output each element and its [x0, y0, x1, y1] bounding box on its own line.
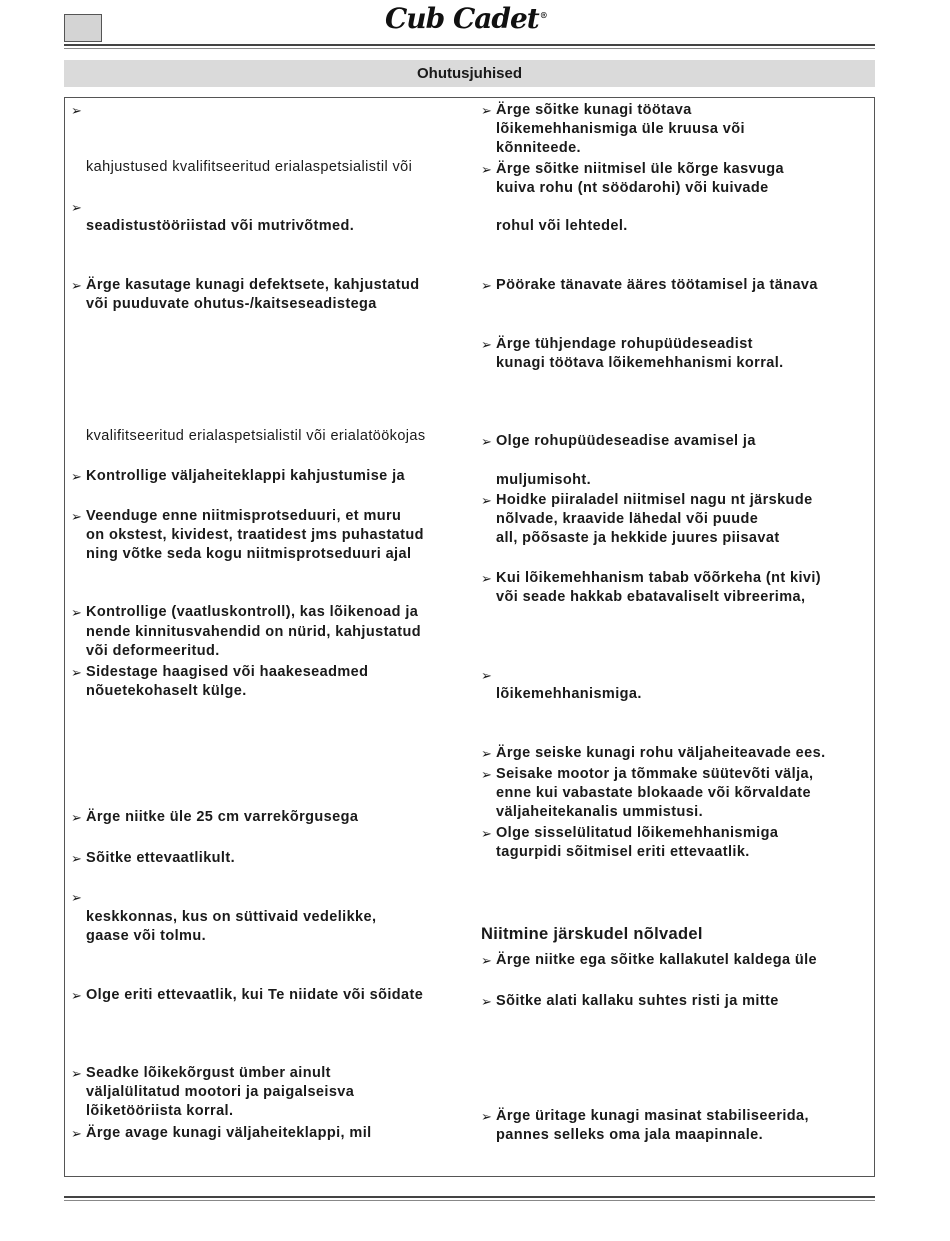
- text-line: Ärge niitke üle 25 cm varrekõrgusega: [86, 809, 359, 825]
- text-line: Seisake mootor ja tõmmake süütevõti välja,: [496, 766, 814, 782]
- header-rule-thin: [64, 48, 875, 49]
- text-line: Ärge tühjendage rohupüüdeseadist: [496, 336, 753, 352]
- bullet-icon: ➢: [71, 1066, 82, 1081]
- text-line: või deformeeritud.: [86, 643, 220, 659]
- text-line: gaase või tolmu.: [86, 928, 207, 944]
- section-title: Ohutusjuhised: [64, 60, 875, 87]
- text-line: pannes selleks oma jala maapinnale.: [496, 1127, 764, 1143]
- footer-rule: [64, 1196, 875, 1198]
- text-line: nende kinnitusvahendid on nürid, kahjustatud: [86, 624, 422, 640]
- text-line: väljaheitekanalis ummistusi.: [496, 804, 704, 820]
- text-line: Kontrollige väljaheiteklappi kahjustumise ja: [86, 468, 405, 484]
- text-line: nõlvade, kraavide lähedal või puude: [496, 511, 759, 527]
- text-line: Seadke lõikekõrgust ümber ainult: [86, 1065, 331, 1081]
- bullet-icon: ➢: [481, 826, 492, 841]
- text-line: rohul või lehtedel.: [496, 218, 628, 234]
- text-line: Ärge sõitke kunagi töötava: [496, 102, 692, 118]
- text-line: on okstest, kividest, traatidest jms puhastatud: [86, 527, 424, 543]
- bullet-icon: ➢: [481, 434, 492, 449]
- bullet-icon: ➢: [71, 469, 82, 484]
- text-line: või puuduvate ohutus-/kaitseseadistega: [86, 296, 377, 312]
- bullet-icon: ➢: [71, 665, 82, 680]
- header-rule: [64, 44, 875, 46]
- text-line: või seade hakkab ebatavaliselt vibreerima,: [496, 589, 806, 605]
- text-line: Kontrollige (vaatluskontroll), kas lõikenoad ja: [86, 604, 419, 620]
- bullet-icon: ➢: [481, 103, 492, 118]
- bullet-icon: ➢: [71, 103, 82, 118]
- corner-tab: [64, 14, 102, 42]
- bullet-icon: ➢: [71, 509, 82, 524]
- text-line: Ärge seiske kunagi rohu väljaheiteavade ees.: [496, 745, 826, 761]
- text-line: nõuetekohaselt külge.: [86, 683, 247, 699]
- text-line: Hoidke piiraladel niitmisel nagu nt järskude: [496, 492, 813, 508]
- text-line: kuiva rohu (nt söödarohi) või kuivade: [496, 180, 769, 196]
- bullet-icon: ➢: [71, 810, 82, 825]
- bullet-icon: ➢: [481, 953, 492, 968]
- text-line: enne kui vabastate blokaade või kõrvaldate: [496, 785, 811, 801]
- text-line: kunagi töötava lõikemehhanismi korral.: [496, 355, 784, 371]
- text-line: lõikemehhanismiga üle kruusa või: [496, 121, 745, 137]
- text-line: kõnniteede.: [496, 140, 581, 156]
- bullet-icon: ➢: [71, 200, 82, 215]
- text-line: Ärge sõitke niitmisel üle kõrge kasvuga: [496, 161, 784, 177]
- text-line: tagurpidi sõitmisel eriti ettevaatlik.: [496, 844, 750, 860]
- bullet-icon: ➢: [71, 605, 82, 620]
- text-line: Sõitke ettevaatlikult.: [86, 850, 236, 866]
- text-line: muljumisoht.: [496, 472, 592, 488]
- bullet-icon: ➢: [481, 571, 492, 586]
- bullet-icon: ➢: [71, 851, 82, 866]
- text-line: kahjustused kvalifitseeritud erialaspetsialistil või: [86, 159, 413, 175]
- text-line: lõiketööriista korral.: [86, 1103, 234, 1119]
- text-line: lõikemehhanismiga.: [496, 686, 642, 702]
- text-line: kvalifitseeritud erialaspetsialistil või erialatöökojas: [86, 428, 426, 444]
- bullet-icon: ➢: [71, 1126, 82, 1141]
- text-line: seadistustööriistad või mutrivõtmed.: [86, 218, 355, 234]
- text-line: Ärge üritage kunagi masinat stabiliseerida,: [496, 1108, 809, 1124]
- text-line: Pöörake tänavate ääres töötamisel ja tänava: [496, 277, 818, 293]
- text-line: ning võtke seda kogu niitmisprotseduuri ajal: [86, 546, 412, 562]
- bullet-icon: ➢: [481, 767, 492, 782]
- text-line: väljalülitatud mootori ja paigalseisva: [86, 1084, 355, 1100]
- subheading: Niitmine järskudel nõlvadel: [481, 925, 703, 943]
- footer-rule-thin: [64, 1200, 875, 1201]
- text-line: Ärge kasutage kunagi defektsete, kahjustatud: [86, 277, 420, 293]
- text-line: Olge eriti ettevaatlik, kui Te niidate või sõidate: [86, 987, 424, 1003]
- bullet-icon: ➢: [71, 890, 82, 905]
- text-line: keskkonnas, kus on süttivaid vedelikke,: [86, 909, 377, 925]
- bullet-icon: ➢: [481, 1109, 492, 1124]
- text-line: Olge sisselülitatud lõikemehhanismiga: [496, 825, 779, 841]
- text-line: Veenduge enne niitmisprotseduuri, et muru: [86, 508, 402, 524]
- bullet-icon: ➢: [481, 278, 492, 293]
- text-line: Sidestage haagised või haakeseadmed: [86, 664, 369, 680]
- text-line: Ärge niitke ega sõitke kallakutel kaldega üle: [496, 952, 818, 968]
- bullet-icon: ➢: [481, 337, 492, 352]
- brand-logo: Cub Cadet®: [385, 2, 547, 35]
- bullet-icon: ➢: [481, 493, 492, 508]
- bullet-icon: ➢: [481, 668, 492, 683]
- text-line: Olge rohupüüdeseadise avamisel ja: [496, 433, 756, 449]
- bullet-icon: ➢: [481, 994, 492, 1009]
- bullet-icon: ➢: [481, 746, 492, 761]
- bullet-icon: ➢: [71, 278, 82, 293]
- text-line: Ärge avage kunagi väljaheiteklappi, mil: [86, 1125, 372, 1141]
- text-line: Kui lõikemehhanism tabab võõrkeha (nt kivi): [496, 570, 821, 586]
- bullet-icon: ➢: [71, 988, 82, 1003]
- text-line: all, põõsaste ja hekkide juures piisavat: [496, 530, 780, 546]
- bullet-icon: ➢: [481, 162, 492, 177]
- text-line: Sõitke alati kallaku suhtes risti ja mitte: [496, 993, 779, 1009]
